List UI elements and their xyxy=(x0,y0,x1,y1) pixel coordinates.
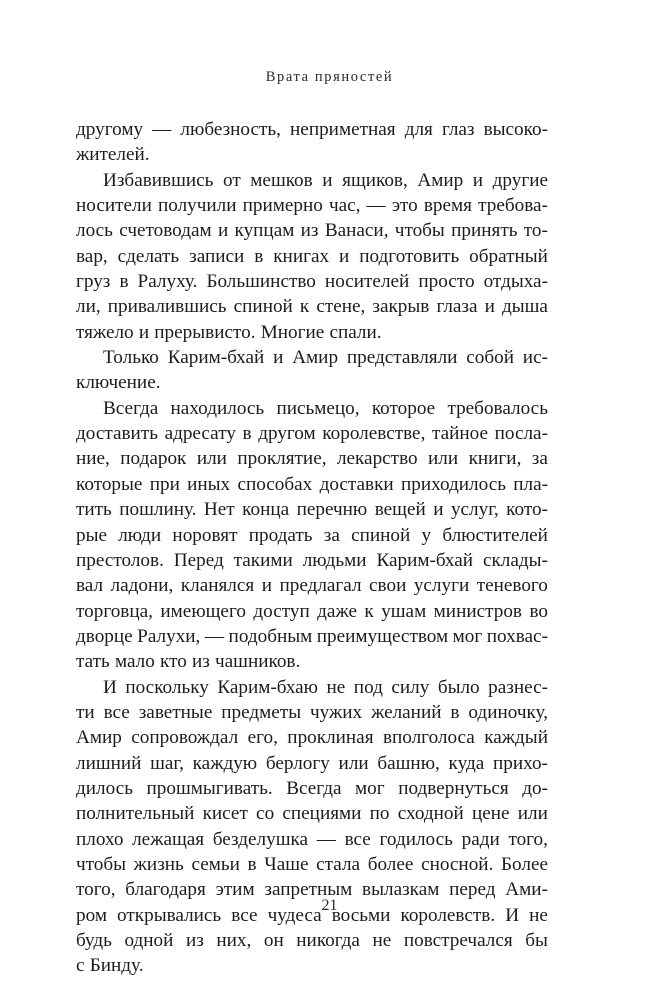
text-line: Всегда находилось письмецо, которое требовалось xyxy=(103,397,548,419)
text-line: Избавившись от мешков и ящиков, Амир и другие xyxy=(103,169,548,191)
text-line: дилось прошмыгивать. Всегда мог подвернуться до- xyxy=(76,777,548,799)
text-line: плохо лежащая безделушка — все годилось ради того, xyxy=(76,828,548,850)
text-line: жителей. xyxy=(76,144,150,166)
text-line: ром открывались все чудеса восьми королевств. И не xyxy=(76,904,548,926)
text-line: с Бинду. xyxy=(76,955,144,977)
text-line: которые при иных способах доставки приходилось пла- xyxy=(76,473,548,495)
text-line: лось счетоводам и купцам из Ванаси, чтобы принять то- xyxy=(76,220,548,242)
text-line: Только Карим-бхай и Амир представляли собой ис- xyxy=(103,347,548,369)
text-line: ти все заветные предметы чужих желаний в одиночку, xyxy=(76,701,548,723)
text-line: тяжело и прерывисто. Многие спали. xyxy=(76,321,382,343)
text-line: престолов. Перед такими людьми Карим-бхай склады- xyxy=(76,549,548,571)
text-line: того, благодаря этим запретным вылазкам перед Ами- xyxy=(76,879,548,901)
text-line: И поскольку Карим-бхаю не под силу было разнес- xyxy=(103,676,548,698)
body-text xyxy=(76,117,548,979)
text-line: тать мало кто из чашников. xyxy=(76,651,301,673)
page-number: 21 xyxy=(321,897,338,914)
text-line: рые люди норовят продать за спиной у блюстителей xyxy=(76,524,548,546)
text-line: вал ладони, кланялся и предлагал свои услуги теневого xyxy=(76,575,548,597)
text-line: ли, привалившись спиной к стене, закрыв глаза и дыша xyxy=(76,296,548,318)
text-line: носители получили примерно час, — это время требова- xyxy=(76,195,548,217)
text-line: доставить адресату в другом королевстве, тайное посла- xyxy=(76,423,548,445)
text-line: чтобы жизнь семьи в Чаше стала более сносной. Более xyxy=(76,853,548,875)
text-line: торговца, имеющего доступ даже к ушам министров во xyxy=(76,600,548,622)
text-line: дворце Ралухи, — подобным преимуществом мог похвас- xyxy=(76,625,548,647)
text-line: лишний шаг, каждую берлогу или башню, куда прихо- xyxy=(76,752,548,774)
running-head: Врата пряностей xyxy=(265,69,394,85)
text-line: Амир сопровождал его, проклиная вполголоса каждый xyxy=(76,727,548,749)
text-line: вар, сделать записи в книгах и подготовить обратный xyxy=(76,245,548,267)
text-line: тить пошлину. Нет конца перечню вещей и услуг, кото- xyxy=(76,499,548,521)
text-line: полнительный кисет со специями по сходной цене или xyxy=(76,803,548,825)
text-line: другому — любезность, неприметная для глаз высоко- xyxy=(76,119,548,140)
text-line: груз в Ралуху. Большинство носителей просто отдыха- xyxy=(76,271,548,293)
text-line: ключение. xyxy=(76,372,161,394)
text-line: ние, подарок или проклятие, лекарство или книги, за xyxy=(76,448,548,470)
text-line: будь одной из них, он никогда не повстречался бы xyxy=(76,930,548,951)
